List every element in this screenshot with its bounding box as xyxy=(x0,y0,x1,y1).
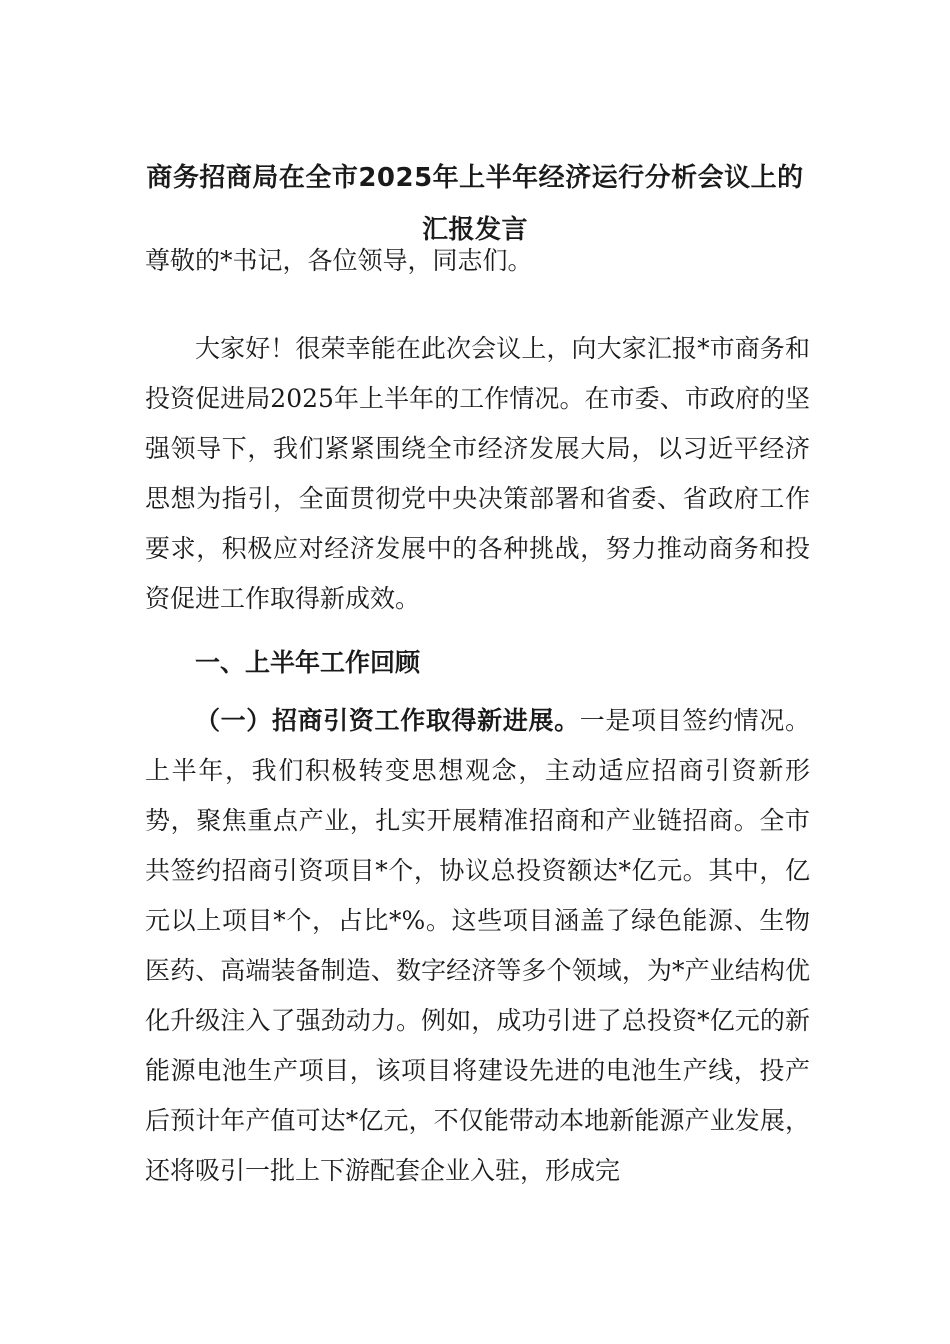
subsection-paragraph xyxy=(145,696,810,1196)
subsection-text: 一是项目签约情况。上半年，我们积极转变思想观念，主动适应招商引资新形势，聚焦重点产业，扎实开展精准招商和产业链招商。全市共签约招商引资项目*个，协议总投资额达*亿元。其中，亿元以上项目*个，占比*%。这些项目涵盖了绿色能源、生物医药、高端装备制造、数字经济等多个领域，为*产业结构优化升级注入了强劲动力。例如，成功引进了总投资*亿元的新能源电池生产项目，该项目将建设先进的电池生产线，投产后预计年产值可达*亿元，不仅能带动本地新能源产业发展，还将吸引一批上下游配套企业入驻，形成完 xyxy=(145,706,810,1185)
salutation: 尊敬的*书记，各位领导，同志们。 xyxy=(145,246,533,275)
section-heading: 一、上半年工作回顾 xyxy=(195,648,421,677)
intro-paragraph: 大家好！很荣幸能在此次会议上，向大家汇报*市商务和投资促进局2025年上半年的工作情况。在市委、市政府的坚强领导下，我们紧紧围绕全市经济发展大局，以习近平经济思想为指引，全面贯彻党中央决策部署和省委、省政府工作要求，积极应对经济发展中的各种挑战，努力推动商务和投资促进工作取得新成效。 xyxy=(145,334,810,613)
subsection-lead: （一）招商引资工作取得新进展。 xyxy=(195,706,580,735)
document-title: 商务招商局在全市2025年上半年经济运行分析会议上的汇报发言 xyxy=(146,163,804,245)
